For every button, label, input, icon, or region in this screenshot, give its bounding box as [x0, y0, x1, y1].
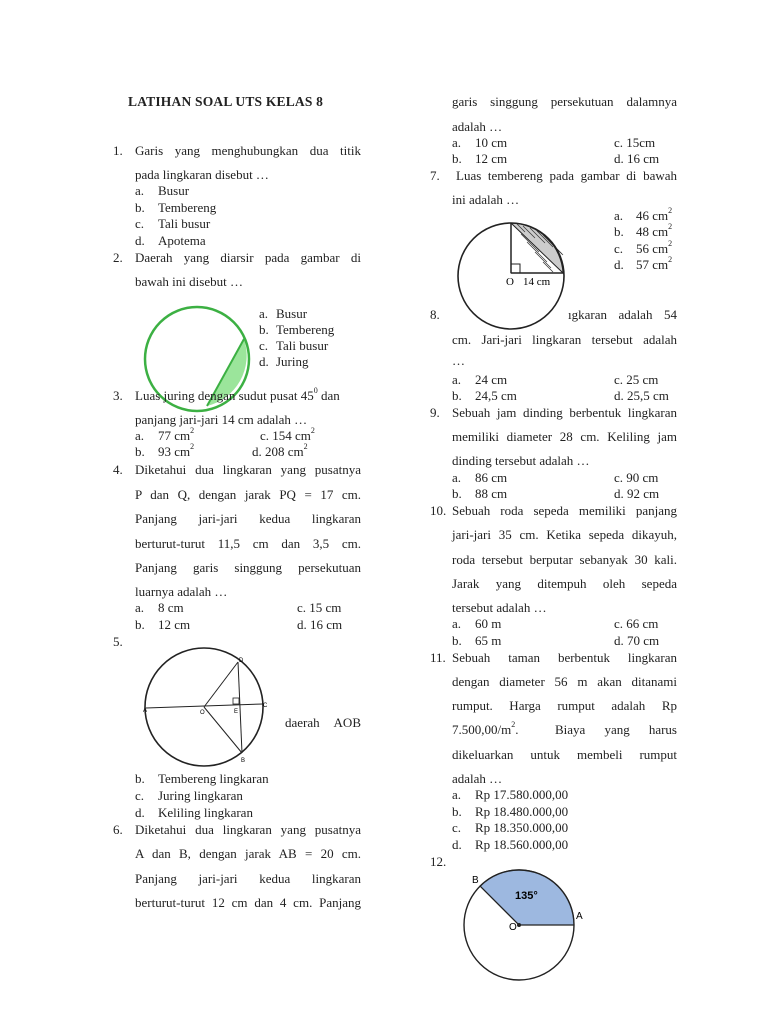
q4-option-b: 12 cm [158, 617, 191, 632]
q7-option-b-letter: b. [614, 224, 624, 239]
q5-option-b: Tembereng lingkaran [158, 771, 269, 786]
q2-line-1: Daerah yang diarsir pada gambar di [135, 250, 361, 265]
q2-option-b-letter: b. [259, 322, 269, 337]
q7-option-c-letter: c. [614, 241, 624, 256]
q10-option-b: 65 m [475, 633, 502, 648]
q6-option-a: 10 cm [475, 135, 508, 150]
q1-option-c: Tali busur [158, 216, 211, 231]
q4-line-6: luarnya adalah … [135, 584, 228, 599]
q5-label-d: D [239, 658, 244, 664]
q7-label-o: O [506, 276, 514, 288]
q2-option-c: Tali busur [276, 338, 329, 353]
q11-option-c: Rp 18.350.000,00 [475, 820, 569, 835]
q7-line-2: ini adalah … [452, 192, 520, 207]
q1-option-d: Apotema [158, 233, 206, 248]
q7-right-angle [511, 264, 520, 273]
q3-line-2: panjang jari-jari 14 cm adalah … [135, 412, 308, 427]
q6-line-4: berturut-turut 12 cm dan 4 cm. Panjang [135, 895, 361, 910]
q3-option-d: d. 208 $cm^2$ [252, 442, 308, 459]
q8-option-c: c. 25 cm [614, 372, 659, 387]
q5-option-b-letter: b. [135, 771, 145, 786]
q11-line-4: Biaya yang harus [555, 722, 677, 737]
q5-label-b: B [241, 758, 246, 764]
q11-option-c-letter: c. [452, 820, 462, 835]
q10-option-a: 60 m [475, 616, 502, 631]
q4-line-5: Panjang garis singgung persekutuan [135, 560, 361, 575]
q8-option-a: 24 cm [475, 372, 508, 387]
q11-option-a-letter: a. [452, 787, 462, 802]
q8-line-3: … [452, 353, 465, 368]
q4-line-1: Diketahui dua lingkaran yang pusatnya [135, 462, 361, 477]
q2-option-d-letter: d. [259, 354, 269, 369]
q1-option-b-letter: b. [135, 200, 145, 215]
q1-option-a: Busur [158, 183, 190, 198]
q9-option-b-letter: b. [452, 486, 462, 501]
q9-option-d: d. 92 cm [614, 486, 660, 501]
q11-option-d: Rp 18.560.000,00 [475, 837, 569, 852]
q11-line-6: adalah … [452, 771, 503, 786]
q6-option-b-letter: b. [452, 151, 462, 166]
q7-option-a: 46 $cm^2$ [636, 206, 673, 223]
q8-line-2: cm. Jari-jari lingkaran tersebut adalah [452, 332, 677, 347]
q9-number: 9. [430, 405, 440, 420]
q2-option-c-letter: c. [259, 338, 269, 353]
q7-option-d: 57 $cm^2$ [636, 255, 673, 272]
q9-line-3: dinding tersebut adalah … [452, 453, 590, 468]
q12-circle-diagram [462, 868, 592, 1024]
q3-number: 3. [113, 388, 123, 403]
q9-option-a-letter: a. [452, 470, 462, 485]
q6-line-2: A dan B, dengan jarak AB = 20 cm. [135, 846, 361, 861]
q6-line-1: Diketahui dua lingkaran yang pusatnya [135, 822, 361, 837]
q4-line-3: Panjang jari-jari kedua lingkaran [135, 511, 361, 526]
q4-option-a: 8 cm [158, 600, 184, 615]
q8-option-b: 24,5 cm [475, 388, 517, 403]
q7-number: 7. [430, 168, 440, 183]
q2-option-a: Busur [276, 306, 308, 321]
q4-option-b-letter: b. [135, 617, 145, 632]
q10-line-4: Jarak yang ditempuh oleh sepeda [452, 576, 677, 591]
q9-line-1: Sebuah jam dinding berbentuk lingkaran [452, 405, 677, 420]
q5-chord-db [238, 662, 242, 753]
q4-line-4: berturut-turut 11,5 cm dan 3,5 cm. [135, 536, 361, 551]
q10-number: 10. [430, 503, 447, 518]
q3-option-c: c. 154 $cm^2$ [260, 426, 315, 443]
q7-option-d-letter: d. [614, 257, 624, 272]
q11-line-2: dengan diameter 56 m akan ditanami [452, 674, 677, 689]
page-title: LATIHAN SOAL UTS KELAS 8 [128, 94, 324, 109]
q12-center [517, 923, 521, 927]
q12-label-a: A [576, 911, 583, 922]
q11-number: 11. [430, 650, 446, 665]
q6-option-a-letter: a. [452, 135, 462, 150]
q9-line-2: memiliki diameter 28 cm. Keliling jam [452, 429, 677, 444]
q4-option-a-letter: a. [135, 600, 145, 615]
q11-option-b-letter: b. [452, 804, 462, 819]
q10-option-d: d. 70 cm [614, 633, 660, 648]
q11-option-d-letter: d. [452, 837, 462, 852]
q12-label-o: O [509, 922, 517, 933]
q8-line-1: ıgkaran adalah 54 [568, 307, 677, 322]
q1-option-b: Tembereng [158, 200, 217, 215]
q2-line-2: bawah ini disebut … [135, 274, 243, 289]
q6-line-3: Panjang jari-jari kedua lingkaran [135, 871, 361, 886]
q1-line-2: pada lingkaran disebut … [135, 167, 269, 182]
q11-line-3: rumput. Harga rumput adalah Rp [452, 698, 677, 713]
q11-line-1: Sebuah taman berbentuk lingkaran [452, 650, 677, 665]
q5-label-a: A [143, 708, 148, 714]
q7-option-b: 48 $cm^2$ [636, 222, 673, 239]
q3-line-1: Luas juring dengan sudut pusat $45^0$ dan [135, 386, 340, 403]
q5-label-c: C [263, 703, 268, 709]
q12-label-b: B [472, 875, 479, 886]
q6-line-6: adalah … [452, 119, 503, 134]
q3-option-a-letter: a. [135, 428, 145, 443]
q1-option-d-letter: d. [135, 233, 145, 248]
q3-option-b: 93 $cm^2$ [158, 442, 195, 459]
q4-line-2: P dan Q, dengan jarak PQ = 17 cm. [135, 487, 361, 502]
q5-label-e: E [234, 709, 239, 715]
q1-line-1: Garis yang menghubungkan dua titik [135, 143, 361, 158]
q12-label-angle: 135° [515, 890, 538, 902]
q9-option-a: 86 cm [475, 470, 508, 485]
q2-number: 2. [113, 250, 123, 265]
q5-right-angle [233, 698, 239, 704]
q6-option-c: c. 15cm [614, 135, 656, 150]
q12-number: 12. [430, 854, 447, 869]
q6-option-d: d. 16 cm [614, 151, 660, 166]
q5-option-c: Juring lingkaran [158, 788, 243, 803]
q5-number: 5. [113, 634, 123, 649]
q10-option-b-letter: b. [452, 633, 462, 648]
q7-circle-diagram [455, 220, 570, 330]
q11-price: $7.500,00/m^2$. [452, 720, 519, 737]
q10-option-c: c. 66 cm [614, 616, 659, 631]
q8-option-d: d. 25,5 cm [614, 388, 669, 403]
q2-option-a-letter: a. [259, 306, 269, 321]
q5-option-c-letter: c. [135, 788, 145, 803]
q10-line-1: Sebuah roda sepeda memiliki panjang [452, 503, 677, 518]
q6-line-5: garis singgung persekutuan dalamnya [452, 94, 677, 109]
q2-option-d: Juring [276, 354, 309, 369]
q7-option-c: 56 $cm^2$ [636, 239, 673, 256]
q10-option-a-letter: a. [452, 616, 462, 631]
q11-line-5: dikeluarkan untuk membeli rumput [452, 747, 677, 762]
q9-option-c: c. 90 cm [614, 470, 659, 485]
q9-option-b: 88 cm [475, 486, 508, 501]
q11-option-a: Rp 17.580.000,00 [475, 787, 569, 802]
q1-number: 1. [113, 143, 123, 158]
q1-option-c-letter: c. [135, 216, 145, 231]
q4-option-c: c. 15 cm [297, 600, 342, 615]
q7-option-a-letter: a. [614, 208, 624, 223]
q1-option-a-letter: a. [135, 183, 145, 198]
q5-label-o: O [200, 710, 205, 716]
q8-number: 8. [430, 307, 440, 322]
q11-option-b: Rp 18.480.000,00 [475, 804, 569, 819]
q7-line-1: Luas tembereng pada gambar di bawah [456, 168, 677, 183]
q10-line-5: tersebut adalah … [452, 600, 547, 615]
q10-line-3: roda tersebut berputar sebanyak 30 kali. [452, 552, 677, 567]
q7-label-radius: 14 cm [523, 276, 551, 288]
q5-option-d-letter: d. [135, 805, 145, 820]
q5-circle-diagram [140, 650, 275, 765]
q10-line-2: jari-jari 35 cm. Ketika sepeda dikayuh, [452, 527, 677, 542]
q6-number: 6. [113, 822, 123, 837]
q4-option-d: d. 16 cm [297, 617, 343, 632]
q6-option-b: 12 cm [475, 151, 508, 166]
q8-option-a-letter: a. [452, 372, 462, 387]
q4-number: 4. [113, 462, 123, 477]
q5-option-d: Keliling lingkaran [158, 805, 253, 820]
q2-option-b: Tembereng [276, 322, 335, 337]
q5-text: daerah AOB [285, 715, 361, 730]
q3-option-a: 77 $cm^2$ [158, 426, 195, 443]
q3-option-b-letter: b. [135, 444, 145, 459]
q8-option-b-letter: b. [452, 388, 462, 403]
